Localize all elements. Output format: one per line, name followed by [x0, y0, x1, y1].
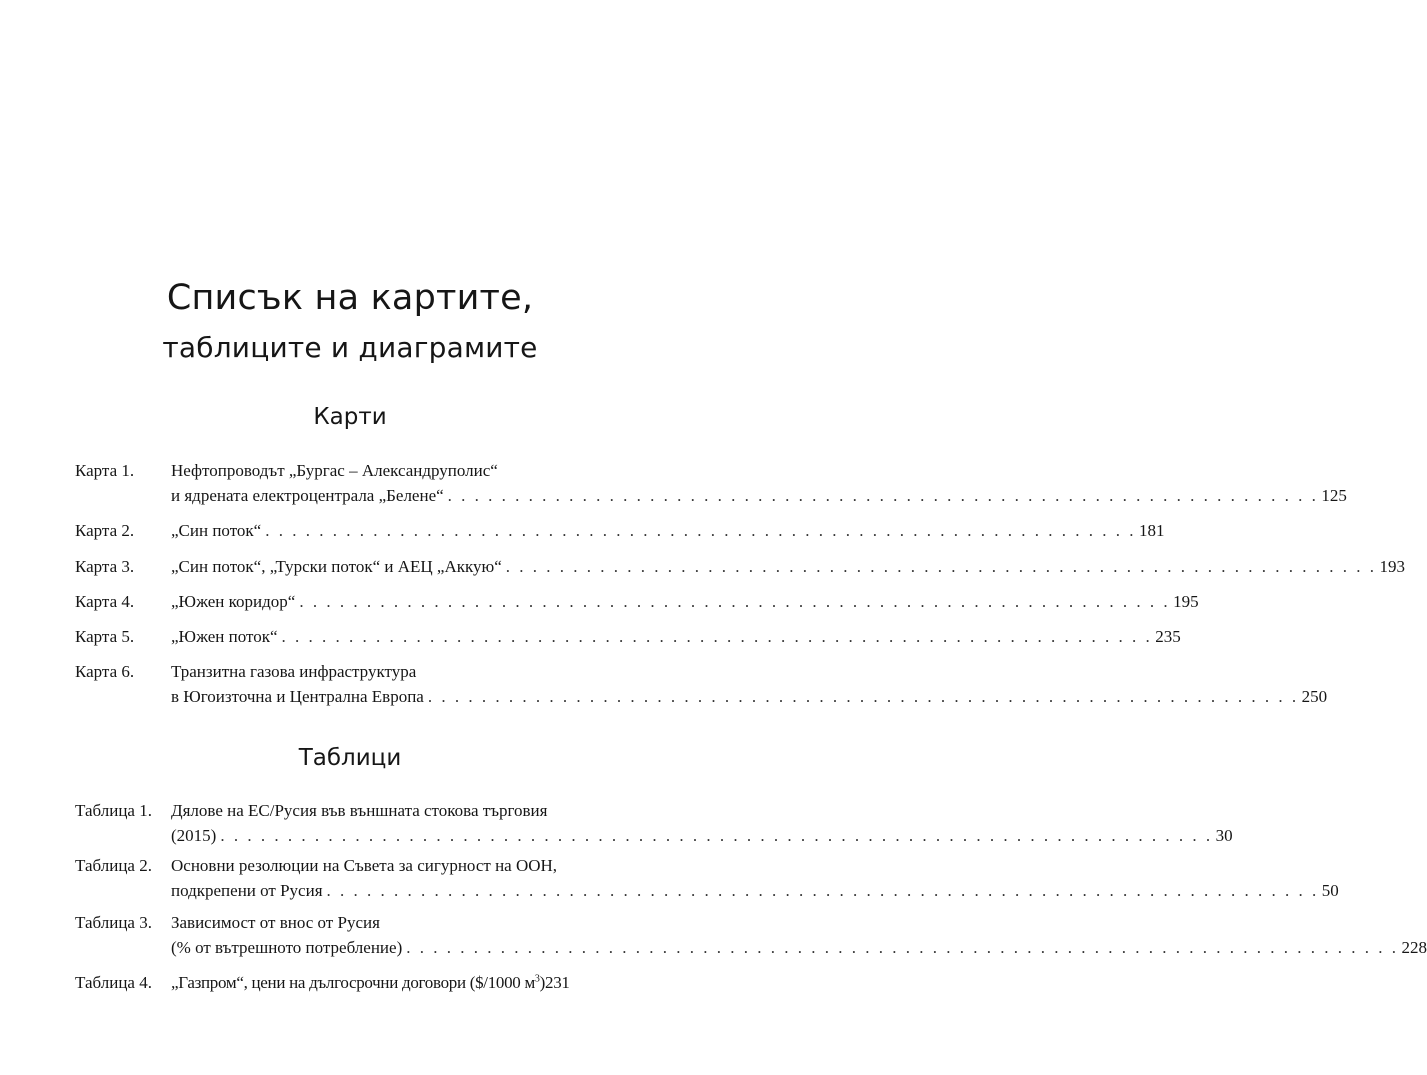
entry-label: Таблица 2.	[75, 856, 152, 875]
entry-title-line1: Зависимост от внос от Русия	[171, 913, 380, 932]
page-number: 125	[1321, 486, 1347, 505]
dot-leader: . . . . . . . . . . . . . . . . . . . . . . . . . . . . . . . . . . . . . . . . . . . . . . . . . . . . . . . . . . . . . . . . .	[427, 687, 1299, 706]
entry-title-line1: Дялове на ЕС/Русия във външната стокова търговия	[171, 801, 548, 820]
page-number: 193	[1379, 557, 1406, 576]
entry-title-line1: Транзитна газова инфраструктура	[171, 662, 417, 681]
section-heading-maps: Карти	[313, 404, 387, 430]
page-number: 235	[1155, 627, 1181, 646]
entry-title: „Южен коридор“	[171, 592, 296, 611]
entry-title: „Син поток“, „Турски поток“ и АЕЦ „Аккую“	[171, 557, 502, 576]
page-number: 195	[1173, 592, 1199, 611]
entry-title: „Южен поток“	[171, 627, 278, 646]
dot-leader: . . . . . . . . . . . . . . . . . . . . . . . . . . . . . . . . . . . . . . . . . . . . . . . . . . . . . . . . . . . . . . . . .	[281, 627, 1153, 646]
entry-title-line1: Основни резолюции на Съвета за сигурност на ООН,	[171, 856, 558, 875]
page-title-line1: Списък на картите,	[166, 278, 534, 318]
entry-label: Таблица 1.	[75, 801, 152, 820]
page-number: 231	[545, 973, 570, 992]
dot-leader: . . . . . . . . . . . . . . . . . . . . . . . . . . . . . . . . . . . . . . . . . . . . . . . . . . . . . . . . . . . . . . . . .	[505, 557, 1377, 576]
dot-leader: . . . . . . . . . . . . . . . . . . . . . . . . . . . . . . . . . . . . . . . . . . . . . . . . . . . . . . . . . . . . . . . . . . . . . . . . . .	[406, 938, 1399, 957]
section-heading-tables: Таблици	[298, 745, 402, 771]
entry-title: (2015)	[171, 826, 217, 845]
entry-label: Таблица 3.	[75, 913, 152, 932]
dot-leader: . . . . . . . . . . . . . . . . . . . . . . . . . . . . . . . . . . . . . . . . . . . . . . . . . . . . . . . . . . . . . . . . . . . . . . . . . .	[326, 881, 1319, 900]
entry-label: Карта 5.	[75, 627, 135, 646]
entry-label: Карта 6.	[75, 662, 135, 681]
page-number: 181	[1138, 521, 1165, 540]
entry-label: Карта 1.	[75, 461, 135, 480]
entry-label: Карта 3.	[75, 557, 135, 576]
page-number: 228	[1401, 938, 1427, 957]
page-number: 50	[1321, 881, 1339, 900]
page-number: 250	[1301, 687, 1328, 706]
dot-leader: . . . . . . . . . . . . . . . . . . . . . . . . . . . . . . . . . . . . . . . . . . . . . . . . . . . . . . . . . . . . . . . . .	[447, 486, 1319, 505]
entry-title: „Газпром“, цени на дългосрочни договори ($/1000 $м^3)231$	[171, 973, 570, 992]
entry-title: (% от вътрешното потребление)	[171, 938, 403, 957]
entry-title: в Югоизточна и Централна Европа	[171, 687, 424, 706]
dot-leader: . . . . . . . . . . . . . . . . . . . . . . . . . . . . . . . . . . . . . . . . . . . . . . . . . . . . . . . . . . . . . . . . .	[299, 592, 1171, 611]
entry-label: Карта 2.	[75, 521, 135, 540]
page-number: 30	[1215, 826, 1233, 845]
entry-title: и ядрената електроцентрала „Белене“	[171, 486, 444, 505]
entry-label: Таблица 4.	[75, 973, 152, 992]
entry-label: Карта 4.	[75, 592, 135, 611]
entry-title: „Син поток“	[171, 521, 262, 540]
entry-title-line1: Нефтопроводът „Бургас – Александруполис“	[171, 461, 498, 480]
dot-leader: . . . . . . . . . . . . . . . . . . . . . . . . . . . . . . . . . . . . . . . . . . . . . . . . . . . . . . . . . . . . . . . . . . . . . . . . . .	[220, 826, 1213, 845]
dot-leader: . . . . . . . . . . . . . . . . . . . . . . . . . . . . . . . . . . . . . . . . . . . . . . . . . . . . . . . . . . . . . . . . .	[265, 521, 1136, 540]
entry-title: подкрепени от Русия	[171, 881, 323, 900]
page-title-line2: таблиците и диаграмите	[162, 331, 538, 364]
